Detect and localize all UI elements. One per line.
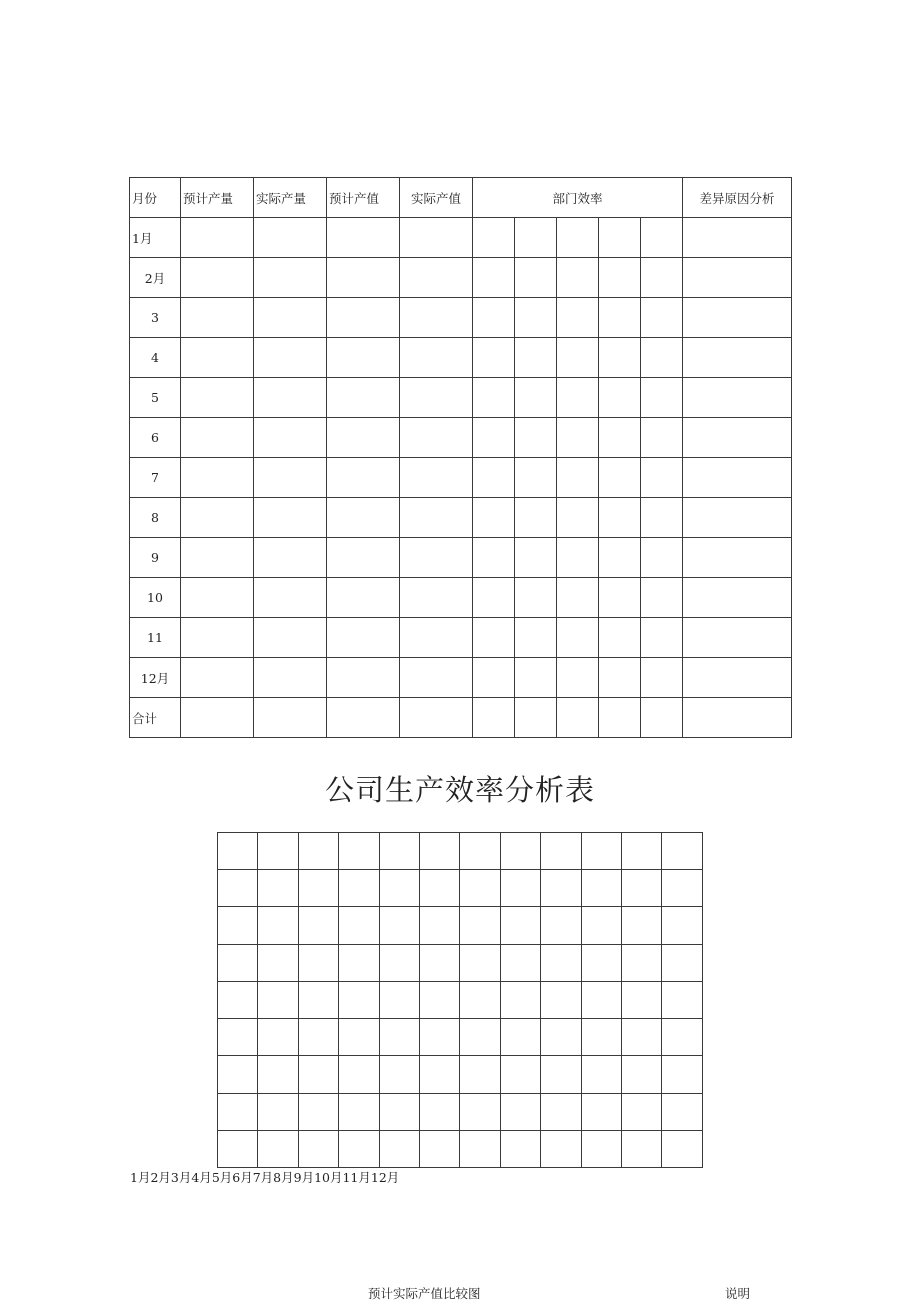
table-header-row (130, 178, 792, 218)
table-cell[interactable] (683, 498, 792, 538)
table-row (130, 418, 792, 458)
table-cell[interactable] (683, 298, 792, 338)
table-cell[interactable] (254, 578, 327, 618)
chart-caption: 预计实际产值比较图 (368, 1286, 481, 1301)
grid-cell (420, 1130, 460, 1167)
table-cell[interactable] (557, 498, 599, 538)
table-cell[interactable] (683, 218, 792, 258)
grid-cell (460, 907, 500, 944)
grid-cell (379, 1130, 419, 1167)
row-month-label: 合计 (130, 698, 181, 738)
table-row (130, 458, 792, 498)
grid-cell (258, 981, 298, 1018)
table-cell[interactable] (254, 698, 327, 738)
grid-cell (218, 1056, 258, 1093)
table-cell[interactable] (557, 538, 599, 578)
table-cell[interactable] (683, 458, 792, 498)
table-cell[interactable] (683, 618, 792, 658)
table-cell[interactable] (557, 578, 599, 618)
grid-cell (622, 1130, 662, 1167)
table-cell[interactable] (181, 578, 254, 618)
chart-month-axis (130, 1168, 399, 1186)
table-cell[interactable] (327, 458, 400, 498)
table-cell[interactable] (515, 578, 557, 618)
table-cell[interactable] (181, 338, 254, 378)
grid-cell (662, 870, 703, 907)
table-cell[interactable] (400, 538, 473, 578)
grid-cell (218, 833, 258, 870)
grid-cell (218, 907, 258, 944)
header-actual-value: 实际产值 (400, 178, 473, 218)
table-cell[interactable] (641, 418, 683, 458)
grid-cell (258, 907, 298, 944)
row-month-label: 9 (130, 538, 181, 578)
table-row (130, 338, 792, 378)
grid-cell (581, 944, 621, 981)
grid-cell (339, 833, 379, 870)
table-cell[interactable] (641, 258, 683, 298)
table-cell[interactable] (254, 338, 327, 378)
table-cell[interactable] (181, 418, 254, 458)
grid-cell (339, 944, 379, 981)
table-cell[interactable] (641, 618, 683, 658)
table-cell[interactable] (641, 578, 683, 618)
table-cell[interactable] (473, 298, 515, 338)
table-cell[interactable] (400, 578, 473, 618)
grid-cell (541, 907, 581, 944)
table-cell[interactable] (515, 338, 557, 378)
table-cell[interactable] (557, 418, 599, 458)
grid-cell (339, 1056, 379, 1093)
header-month: 月份 (130, 178, 181, 218)
grid-cell (339, 1130, 379, 1167)
grid-cell (581, 981, 621, 1018)
table-cell[interactable] (557, 698, 599, 738)
grid-cell (298, 907, 338, 944)
grid-cell (460, 944, 500, 981)
grid-cell (339, 981, 379, 1018)
grid-row (218, 1093, 703, 1130)
row-month-label: 1月 (130, 218, 181, 258)
month-axis-label: 11月 (342, 1170, 371, 1185)
grid-cell (622, 907, 662, 944)
table-cell[interactable] (515, 458, 557, 498)
grid-cell (258, 944, 298, 981)
grid-cell (460, 1093, 500, 1130)
table-cell[interactable] (181, 298, 254, 338)
grid-cell (581, 907, 621, 944)
grid-cell (379, 907, 419, 944)
grid-row (218, 907, 703, 944)
table-row (130, 498, 792, 538)
table-cell[interactable] (557, 618, 599, 658)
grid-cell (460, 870, 500, 907)
month-axis-label: 9月 (293, 1170, 315, 1185)
grid-cell (622, 870, 662, 907)
table-cell[interactable] (515, 698, 557, 738)
grid-cell (420, 870, 460, 907)
table-cell[interactable] (557, 258, 599, 298)
table-cell[interactable] (473, 458, 515, 498)
table-cell[interactable] (181, 498, 254, 538)
grid-row (218, 1056, 703, 1093)
table-cell[interactable] (641, 298, 683, 338)
table-cell[interactable] (473, 338, 515, 378)
table-cell[interactable] (400, 698, 473, 738)
table-cell[interactable] (254, 658, 327, 698)
grid-cell (339, 1093, 379, 1130)
table-cell[interactable] (473, 258, 515, 298)
row-month-label: 12月 (130, 658, 181, 698)
month-axis-label: 3月 (170, 1170, 192, 1185)
grid-cell (500, 1130, 540, 1167)
table-cell[interactable] (683, 578, 792, 618)
grid-cell (581, 1056, 621, 1093)
month-axis-label: 2月 (150, 1170, 171, 1185)
grid-cell (298, 1093, 338, 1130)
grid-cell (622, 944, 662, 981)
table-cell[interactable] (181, 218, 254, 258)
grid-cell (581, 833, 621, 870)
grid-cell (622, 981, 662, 1018)
month-axis-label: 1月 (130, 1170, 151, 1185)
grid-cell (581, 1019, 621, 1056)
table-cell[interactable] (181, 538, 254, 578)
table-cell[interactable] (641, 458, 683, 498)
table-cell[interactable] (515, 218, 557, 258)
table-cell[interactable] (327, 538, 400, 578)
table-cell[interactable] (400, 458, 473, 498)
table-cell[interactable] (254, 258, 327, 298)
grid-cell (460, 1130, 500, 1167)
grid-cell (258, 833, 298, 870)
grid-cell (622, 1019, 662, 1056)
table-cell[interactable] (557, 298, 599, 338)
grid-cell (622, 1093, 662, 1130)
table-row (130, 618, 792, 658)
table-cell[interactable] (254, 418, 327, 458)
grid-cell (420, 1093, 460, 1130)
chart-grid (217, 832, 703, 1168)
table-cell[interactable] (515, 258, 557, 298)
table-cell[interactable] (683, 698, 792, 738)
grid-row (218, 1130, 703, 1167)
grid-cell (460, 1056, 500, 1093)
grid-cell (420, 1019, 460, 1056)
table-cell[interactable] (599, 458, 641, 498)
grid-cell (662, 907, 703, 944)
table-cell[interactable] (327, 578, 400, 618)
table-cell[interactable] (641, 338, 683, 378)
grid-cell (258, 1093, 298, 1130)
table-cell[interactable] (254, 298, 327, 338)
grid-cell (379, 1056, 419, 1093)
grid-cell (339, 907, 379, 944)
grid-cell (460, 833, 500, 870)
grid-cell (500, 870, 540, 907)
row-month-label: 4 (130, 338, 181, 378)
table-cell[interactable] (515, 658, 557, 698)
table-cell[interactable] (641, 698, 683, 738)
grid-cell (379, 870, 419, 907)
grid-cell (541, 1056, 581, 1093)
grid-cell (218, 870, 258, 907)
table-cell[interactable] (473, 578, 515, 618)
row-month-label: 8 (130, 498, 181, 538)
row-month-label: 5 (130, 378, 181, 418)
table-cell[interactable] (400, 378, 473, 418)
row-month-label: 6 (130, 418, 181, 458)
grid-cell (541, 944, 581, 981)
grid-cell (541, 870, 581, 907)
table-cell[interactable] (641, 538, 683, 578)
table-cell[interactable] (327, 338, 400, 378)
grid-cell (460, 1019, 500, 1056)
table-cell[interactable] (327, 418, 400, 458)
grid-cell (662, 1056, 703, 1093)
table-cell[interactable] (683, 378, 792, 418)
table-cell[interactable] (683, 258, 792, 298)
table-cell[interactable] (473, 538, 515, 578)
grid-cell (258, 1056, 298, 1093)
grid-cell (218, 1130, 258, 1167)
grid-cell (662, 981, 703, 1018)
grid-cell (500, 1056, 540, 1093)
table-row (130, 258, 792, 298)
grid-cell (379, 833, 419, 870)
grid-cell (420, 1056, 460, 1093)
table-cell[interactable] (599, 298, 641, 338)
grid-cell (379, 1019, 419, 1056)
grid-cell (379, 981, 419, 1018)
grid-cell (218, 944, 258, 981)
table-cell[interactable] (557, 378, 599, 418)
table-cell[interactable] (473, 618, 515, 658)
table-cell[interactable] (515, 618, 557, 658)
grid-cell (500, 1019, 540, 1056)
grid-cell (622, 1056, 662, 1093)
grid-cell (218, 1093, 258, 1130)
grid-cell (541, 833, 581, 870)
table-cell[interactable] (557, 218, 599, 258)
table-cell[interactable] (599, 498, 641, 538)
grid-cell (500, 944, 540, 981)
grid-cell (500, 1093, 540, 1130)
table-cell[interactable] (473, 418, 515, 458)
table-cell[interactable] (557, 338, 599, 378)
table-cell[interactable] (473, 218, 515, 258)
table-cell[interactable] (254, 498, 327, 538)
grid-cell (218, 1019, 258, 1056)
grid-cell (581, 1130, 621, 1167)
grid-cell (541, 1130, 581, 1167)
table-cell[interactable] (327, 498, 400, 538)
grid-row (218, 833, 703, 870)
row-month-label: 11 (130, 618, 181, 658)
grid-cell (541, 981, 581, 1018)
table-cell[interactable] (515, 418, 557, 458)
grid-cell (662, 1093, 703, 1130)
grid-cell (541, 1093, 581, 1130)
grid-cell (298, 944, 338, 981)
grid-cell (622, 833, 662, 870)
month-axis-label: 6月 (232, 1170, 253, 1185)
grid-cell (420, 944, 460, 981)
month-axis-label: 7月 (252, 1170, 274, 1185)
row-month-label: 2月 (130, 258, 181, 298)
table-cell[interactable] (641, 218, 683, 258)
grid-cell (298, 870, 338, 907)
month-axis-label: 5月 (211, 1170, 233, 1185)
grid-cell (541, 1019, 581, 1056)
table-cell[interactable] (254, 218, 327, 258)
grid-cell (500, 833, 540, 870)
table-cell[interactable] (400, 298, 473, 338)
grid-cell (379, 1093, 419, 1130)
grid-cell (460, 981, 500, 1018)
table-cell[interactable] (327, 378, 400, 418)
table-cell[interactable] (181, 258, 254, 298)
note-caption: 说明 (725, 1286, 751, 1301)
table-cell[interactable] (515, 378, 557, 418)
table-cell[interactable] (327, 258, 400, 298)
table-cell[interactable] (599, 378, 641, 418)
grid-cell (339, 1019, 379, 1056)
grid-cell (581, 1093, 621, 1130)
table-cell[interactable] (327, 218, 400, 258)
table-cell[interactable] (400, 218, 473, 258)
month-axis-label: 4月 (191, 1170, 212, 1185)
table-cell[interactable] (515, 538, 557, 578)
table-cell[interactable] (515, 498, 557, 538)
grid-cell (420, 907, 460, 944)
production-efficiency-table (129, 177, 792, 738)
table-cell[interactable] (400, 418, 473, 458)
grid-cell (662, 1019, 703, 1056)
grid-row (218, 1019, 703, 1056)
grid-cell (662, 1130, 703, 1167)
table-cell[interactable] (599, 258, 641, 298)
table-cell[interactable] (683, 538, 792, 578)
grid-cell (258, 1019, 298, 1056)
grid-cell (662, 833, 703, 870)
table-cell[interactable] (327, 698, 400, 738)
grid-cell (379, 944, 419, 981)
table-row (130, 658, 792, 698)
row-month-label: 10 (130, 578, 181, 618)
table-cell[interactable] (473, 498, 515, 538)
table-cell[interactable] (181, 698, 254, 738)
table-cell[interactable] (400, 338, 473, 378)
table-row (130, 698, 792, 738)
table-cell[interactable] (515, 298, 557, 338)
grid-row (218, 870, 703, 907)
row-month-label: 3 (130, 298, 181, 338)
page-title: 公司生产效率分析表 (324, 773, 595, 807)
grid-cell (420, 833, 460, 870)
table-cell[interactable] (683, 338, 792, 378)
table-cell[interactable] (473, 378, 515, 418)
table-cell[interactable] (400, 258, 473, 298)
grid-cell (581, 870, 621, 907)
grid-cell (298, 1056, 338, 1093)
table-cell[interactable] (557, 458, 599, 498)
table-cell[interactable] (599, 658, 641, 698)
grid-cell (298, 1019, 338, 1056)
table-row (130, 218, 792, 258)
table-cell[interactable] (599, 578, 641, 618)
table-cell[interactable] (641, 498, 683, 538)
grid-cell (500, 907, 540, 944)
table-cell[interactable] (599, 338, 641, 378)
grid-cell (298, 833, 338, 870)
grid-cell (339, 870, 379, 907)
table-cell[interactable] (327, 618, 400, 658)
table-cell[interactable] (327, 658, 400, 698)
table-cell[interactable] (599, 538, 641, 578)
row-month-label: 7 (130, 458, 181, 498)
table-cell[interactable] (181, 658, 254, 698)
table-cell[interactable] (641, 378, 683, 418)
grid-cell (298, 1130, 338, 1167)
header-dept-efficiency: 部门效率 (473, 178, 683, 218)
table-cell[interactable] (473, 698, 515, 738)
table-cell[interactable] (254, 618, 327, 658)
table-row (130, 538, 792, 578)
header-planned-value: 预计产值 (327, 178, 400, 218)
table-cell[interactable] (181, 618, 254, 658)
grid-cell (298, 981, 338, 1018)
table-cell[interactable] (400, 658, 473, 698)
table-cell[interactable] (683, 658, 792, 698)
grid-cell (500, 981, 540, 1018)
grid-row (218, 981, 703, 1018)
table-cell[interactable] (254, 458, 327, 498)
table-cell[interactable] (557, 658, 599, 698)
month-axis-label: 8月 (273, 1170, 294, 1185)
table-cell[interactable] (683, 418, 792, 458)
table-cell[interactable] (599, 618, 641, 658)
table-cell[interactable] (181, 458, 254, 498)
table-cell[interactable] (400, 498, 473, 538)
month-axis-label: 10月 (314, 1170, 343, 1185)
table-cell[interactable] (641, 658, 683, 698)
table-cell[interactable] (327, 298, 400, 338)
table-row (130, 378, 792, 418)
grid-cell (218, 981, 258, 1018)
month-axis-label: 12月 (370, 1170, 400, 1185)
table-cell[interactable] (473, 658, 515, 698)
table-cell[interactable] (254, 538, 327, 578)
header-actual-qty: 实际产量 (254, 178, 327, 218)
table-cell[interactable] (599, 418, 641, 458)
grid-cell (258, 1130, 298, 1167)
grid-row (218, 944, 703, 981)
header-variance-reason: 差异原因分析 (683, 178, 792, 218)
table-cell[interactable] (181, 378, 254, 418)
table-cell[interactable] (254, 378, 327, 418)
grid-cell (662, 944, 703, 981)
grid-cell (420, 981, 460, 1018)
table-row (130, 298, 792, 338)
grid-cell (258, 870, 298, 907)
header-planned-qty: 预计产量 (181, 178, 254, 218)
table-cell[interactable] (400, 618, 473, 658)
table-row (130, 578, 792, 618)
table-cell[interactable] (599, 218, 641, 258)
table-cell[interactable] (599, 698, 641, 738)
